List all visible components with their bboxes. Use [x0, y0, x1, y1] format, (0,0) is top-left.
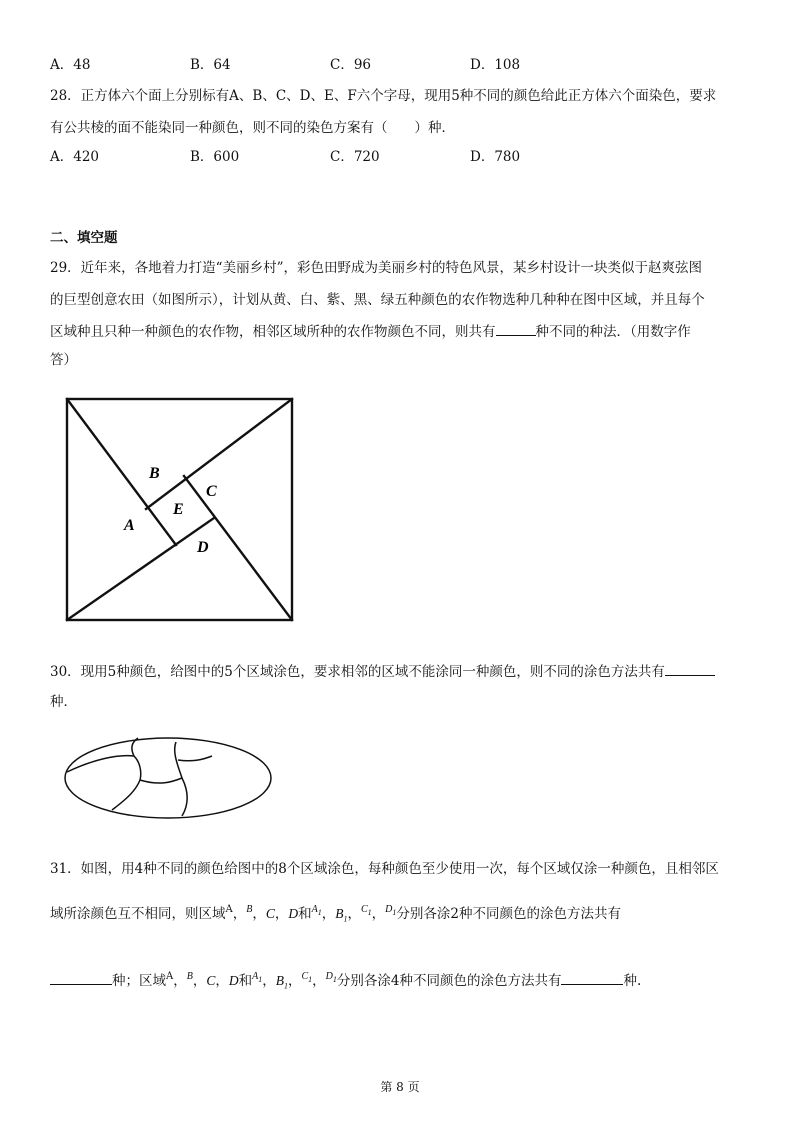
q31-text-line3-a: 种；区域 — [112, 973, 166, 989]
q31-region-b: B — [246, 904, 253, 915]
q30-text-line2: 种． — [50, 694, 77, 710]
section-title: 二、填空题 — [50, 230, 118, 246]
q30-answer-blank[interactable] — [665, 663, 715, 676]
q31-text-line3 — [50, 969, 641, 991]
q31-sep: ， — [321, 906, 336, 922]
q31-text-line1: 31．如图，用4种不同的颜色给图中的8个区域涂色，每种颜色至少使用一次，每个区域仅涂一种颜色，且相邻区 — [50, 861, 719, 877]
q31-answer-blank-1[interactable] — [50, 972, 112, 985]
q31-sep: ， — [192, 973, 207, 989]
q31-region-c1 — [361, 904, 372, 915]
q31-region-c1-sub: 1 — [367, 908, 372, 917]
q29-label-c: C — [206, 483, 217, 500]
q31-region-b1-2-sub: 1 — [283, 981, 288, 991]
q27-option-c: C．96 — [330, 57, 372, 73]
q31-region-c1-2-sub: 1 — [308, 975, 313, 984]
q28-text-line2: 有公共棱的面不能染同一种颜色，则不同的染色方案有（ ）种． — [50, 120, 455, 136]
q31-text-line2-b: 分别各涂2种不同颜色的涂色方法共有 — [396, 906, 621, 922]
q31-region-a-2: A — [166, 971, 174, 982]
q30-curve-1 — [67, 756, 134, 772]
q31-sep: ， — [173, 973, 187, 989]
q28-option-b: B．600 — [190, 149, 240, 165]
q31-sep: ， — [252, 906, 266, 922]
q31-region-d1-letter: D — [385, 904, 393, 915]
q31-sep: ， — [274, 906, 289, 922]
q31-region-c1-2 — [301, 971, 312, 982]
q31-sep: ， — [262, 973, 276, 989]
q30-ellipse — [65, 738, 271, 818]
q31-text-line2-a: 域所涂颜色互不相同，则区域 — [50, 906, 226, 922]
q31-region-c: C — [265, 906, 275, 921]
q29-text-line1: 29．近年来，各地着力打造“美丽乡村”，彩色田野成为美丽乡村的特色风景，某乡村设计一块类似于赵爽弦图 — [50, 260, 702, 276]
q28-option-c: C．720 — [330, 149, 380, 165]
q30-text-line1 — [50, 660, 715, 680]
q29-answer-blank[interactable] — [496, 323, 536, 336]
q31-region-b1-letter: B — [335, 906, 344, 921]
q31-region-c-2: C — [206, 973, 216, 988]
q30-curve-4 — [140, 778, 182, 783]
q31-text-line3-c: 种. — [623, 973, 642, 989]
q29-label-d: D — [197, 539, 209, 556]
q31-region-b-2: B — [186, 971, 193, 982]
q31-region-d1 — [385, 904, 396, 915]
q31-answer-blank-2[interactable] — [561, 972, 623, 985]
q29-line-4 — [67, 518, 214, 620]
q31-sep: ， — [287, 973, 302, 989]
q31-and-2: 和 — [238, 973, 253, 989]
q29-text-line3 — [50, 320, 691, 340]
page-number: 第 8 页 — [380, 1080, 420, 1094]
q30-curve-5 — [182, 778, 187, 816]
q29-label-a: A — [124, 517, 135, 534]
q29-label-e: E — [173, 501, 184, 518]
q31-region-a1-2-letter: A — [252, 971, 259, 982]
q27-option-d: D．108 — [470, 57, 521, 73]
q31-text-line3-b: 分别各涂4种不同颜色的涂色方法共有 — [336, 973, 562, 989]
q31-and: 和 — [298, 906, 312, 922]
q31-sep: ， — [371, 906, 386, 922]
q28-text-line1: 28．正方体六个面上分别标有A、B、C、D、E、F六个字母，现用5种不同的颜色给此正方体六个面染色，要求 — [50, 88, 717, 104]
q31-region-c1-2-letter: C — [301, 971, 309, 982]
q31-region-d1-2-sub: 1 — [332, 975, 337, 984]
q31-region-c1-letter: C — [360, 904, 368, 915]
q29-text-line3-b: 种不同的种法．（用数字作 — [535, 324, 691, 340]
q31-region-a1-2 — [252, 971, 262, 982]
q31-region-a1 — [312, 904, 322, 915]
q31-region-b1-sub: 1 — [343, 914, 348, 924]
q31-region-a: A — [225, 904, 233, 915]
q31-region-a1-letter: A — [311, 904, 318, 915]
q31-region-d1-2-letter: D — [325, 971, 333, 982]
q31-region-d1-sub: 1 — [392, 908, 397, 917]
q27-option-a: A．48 — [50, 57, 91, 73]
q29-label-b: B — [149, 465, 160, 482]
q29-figure — [60, 392, 300, 626]
q31-text-line2 — [50, 902, 621, 924]
q31-region-d1-2 — [326, 971, 337, 982]
q31-region-b1-2 — [275, 973, 288, 991]
q29-text-line3-a: 区域种且只种一种颜色的农作物，相邻区域所种的农作物颜色不同，则共有 — [50, 324, 496, 340]
q28-option-a: A．420 — [50, 149, 100, 165]
q31-region-b1 — [335, 906, 348, 924]
q30-text-line1-a: 30．现用5种颜色，给图中的5个区域涂色，要求相邻的区域不能涂同一种颜色，则不同的涂色方法共有 — [50, 664, 665, 680]
q31-region-a1-2-sub: 1 — [258, 975, 263, 984]
q30-curve-2 — [112, 756, 141, 810]
q29-text-line2: 的巨型创意农田（如图所示），计划从黄、白、紫、黑、绿五种颜色的农作物选种几种种在图中区域，并且每个 — [50, 292, 705, 308]
q27-option-b: B．64 — [190, 57, 231, 73]
q31-region-a1-sub: 1 — [317, 908, 322, 917]
q28-option-d: D．780 — [470, 149, 521, 165]
q31-sep: ， — [347, 906, 361, 922]
q29-line-2 — [146, 399, 292, 509]
q29-text-line4: 答） — [50, 352, 77, 368]
q31-region-d-2: D — [228, 973, 239, 988]
q31-region-d: D — [288, 906, 299, 921]
q31-sep: ， — [215, 973, 229, 989]
q31-region-b1-2-letter: B — [275, 973, 284, 988]
q30-figure — [62, 734, 274, 824]
q31-sep: ， — [312, 973, 326, 989]
q30-curve-7 — [178, 756, 212, 761]
q31-sep: ， — [232, 906, 247, 922]
